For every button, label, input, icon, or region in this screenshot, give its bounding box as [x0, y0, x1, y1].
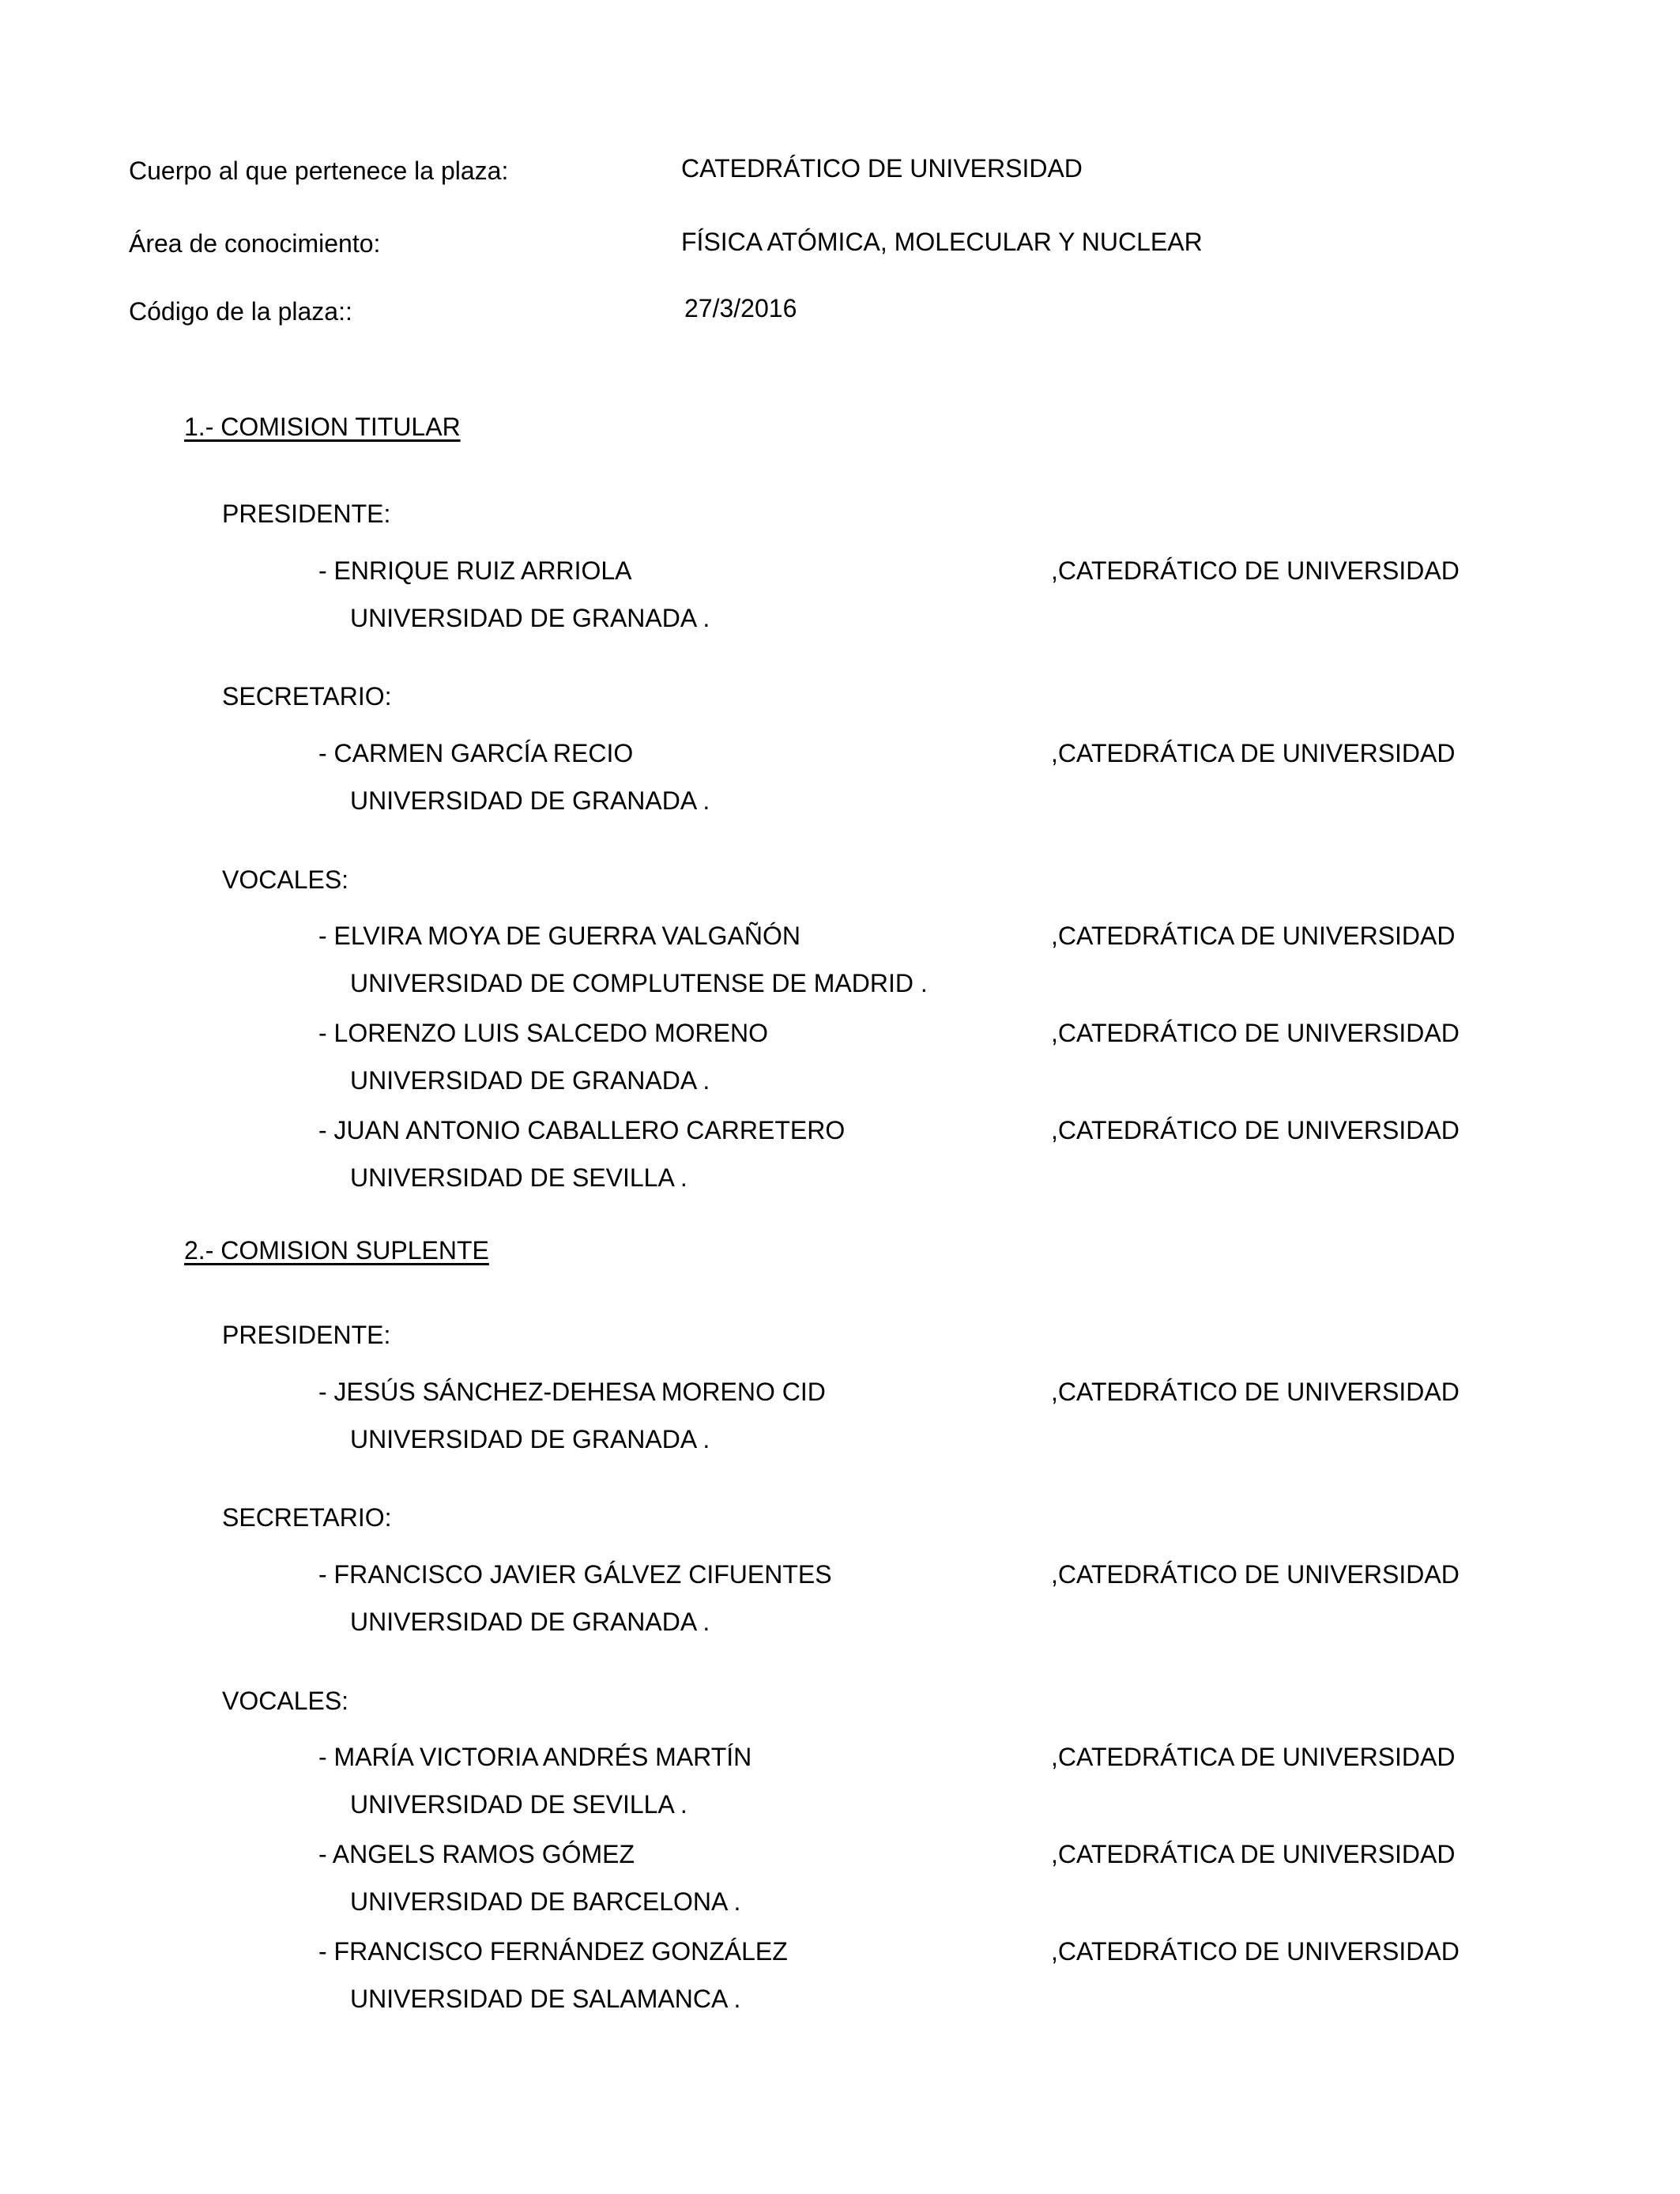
- role-label-secretario: SECRETARIO:: [222, 1503, 392, 1532]
- section-heading-suplente: 2.- COMISION SUPLENTE: [184, 1236, 489, 1265]
- member-name: - JESÚS SÁNCHEZ-DEHESA MORENO CID: [318, 1378, 826, 1406]
- header-value-area: FÍSICA ATÓMICA, MOLECULAR Y NUCLEAR: [681, 228, 1203, 256]
- member-position: ,CATEDRÁTICO DE UNIVERSIDAD: [1051, 1019, 1460, 1047]
- section-heading-titular: 1.- COMISION TITULAR: [184, 413, 461, 441]
- member-university: UNIVERSIDAD DE GRANADA .: [350, 1425, 710, 1453]
- member-university: UNIVERSIDAD DE SEVILLA .: [350, 1163, 687, 1192]
- member-university: UNIVERSIDAD DE GRANADA .: [350, 1608, 710, 1636]
- header-value-codigo: 27/3/2016: [684, 294, 797, 322]
- member-position: ,CATEDRÁTICO DE UNIVERSIDAD: [1051, 1560, 1460, 1589]
- member-position: ,CATEDRÁTICO DE UNIVERSIDAD: [1051, 1378, 1460, 1406]
- role-label-vocales: VOCALES:: [222, 865, 349, 894]
- member-university: UNIVERSIDAD DE GRANADA .: [350, 604, 710, 632]
- member-university: UNIVERSIDAD DE GRANADA .: [350, 786, 710, 815]
- member-name: - MARÍA VICTORIA ANDRÉS MARTÍN: [318, 1743, 752, 1771]
- member-name: - ANGELS RAMOS GÓMEZ: [318, 1840, 635, 1868]
- member-name: - ELVIRA MOYA DE GUERRA VALGAÑÓN: [318, 922, 800, 950]
- role-label-presidente: PRESIDENTE:: [222, 1321, 391, 1349]
- role-label-vocales: VOCALES:: [222, 1687, 349, 1715]
- member-name: - FRANCISCO JAVIER GÁLVEZ CIFUENTES: [318, 1560, 832, 1589]
- member-name: - JUAN ANTONIO CABALLERO CARRETERO: [318, 1116, 846, 1144]
- member-university: UNIVERSIDAD DE SEVILLA .: [350, 1790, 687, 1819]
- member-name: - ENRIQUE RUIZ ARRIOLA: [318, 556, 632, 585]
- role-label-secretario: SECRETARIO:: [222, 682, 392, 711]
- member-university: UNIVERSIDAD DE GRANADA .: [350, 1066, 710, 1095]
- header-label-cuerpo: Cuerpo al que pertenece la plaza:: [129, 156, 509, 185]
- header-label-area: Área de conocimiento:: [129, 229, 381, 258]
- member-name: - LORENZO LUIS SALCEDO MORENO: [318, 1019, 768, 1047]
- member-position: ,CATEDRÁTICO DE UNIVERSIDAD: [1051, 556, 1460, 585]
- member-name: - CARMEN GARCÍA RECIO: [318, 739, 634, 767]
- member-university: UNIVERSIDAD DE COMPLUTENSE DE MADRID .: [350, 969, 928, 997]
- header-label-codigo: Código de la plaza::: [129, 297, 352, 326]
- member-name: - FRANCISCO FERNÁNDEZ GONZÁLEZ: [318, 1937, 788, 1966]
- member-position: ,CATEDRÁTICA DE UNIVERSIDAD: [1051, 922, 1456, 950]
- role-label-presidente: PRESIDENTE:: [222, 499, 391, 528]
- member-position: ,CATEDRÁTICA DE UNIVERSIDAD: [1051, 1840, 1456, 1868]
- member-position: ,CATEDRÁTICA DE UNIVERSIDAD: [1051, 739, 1456, 767]
- member-position: ,CATEDRÁTICO DE UNIVERSIDAD: [1051, 1937, 1460, 1966]
- member-position: ,CATEDRÁTICA DE UNIVERSIDAD: [1051, 1743, 1456, 1771]
- member-university: UNIVERSIDAD DE BARCELONA .: [350, 1887, 741, 1916]
- member-university: UNIVERSIDAD DE SALAMANCA .: [350, 1985, 741, 2013]
- member-position: ,CATEDRÁTICO DE UNIVERSIDAD: [1051, 1116, 1460, 1144]
- header-value-cuerpo: CATEDRÁTICO DE UNIVERSIDAD: [681, 154, 1083, 183]
